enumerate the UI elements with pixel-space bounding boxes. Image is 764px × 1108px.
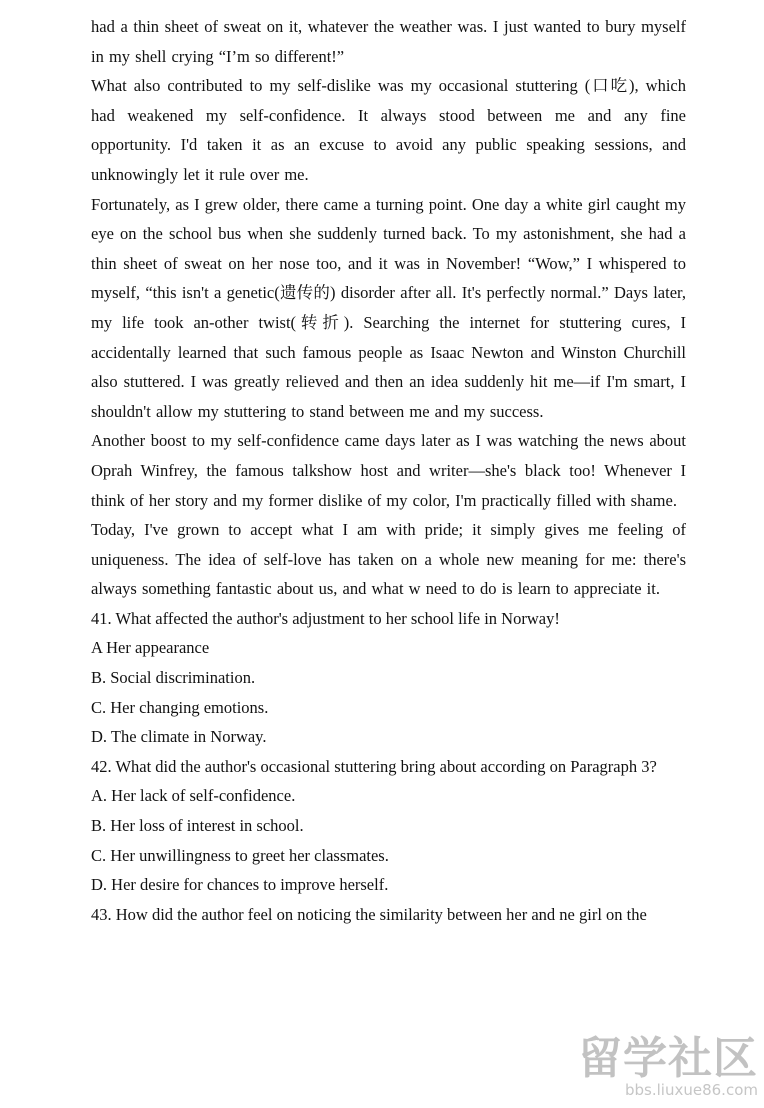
question-43-stem: 43. How did the author feel on noticing the similarity between her and ne girl on the [91, 904, 647, 924]
passage-paragraph: Today, I've grown to accept what I am with pride; it simply gives me feeling of uniqueness. The idea of self-love has taken on a whole new meaning for me: there's always something fantastic about us, and what w need to do is learn to appreciate it. [91, 520, 686, 599]
question-41-option-d: D. The climate in Norway. [91, 727, 267, 747]
question-41-option-b: B. Social discrimination. [91, 668, 256, 688]
question-41-stem: 41. What affected the author's adjustment to her school life in Norway! [91, 608, 560, 628]
passage-paragraph: Another boost to my self-confidence came days later as I was watching the news about Oprah Winfrey, the famous talkshow host and writer—she's black too! Whenever I think of her story and my former dislike of my color, I'm practically filled with shame. [91, 431, 686, 510]
question-42-option-b: B. Her loss of interest in school. [91, 816, 304, 836]
question-42-stem: 42. What did the author's occasional stuttering bring about according on Paragraph 3? [91, 756, 657, 776]
passage-paragraph: had a thin sheet of sweat on it, whatever the weather was. I just wanted to bury myself in my shell crying “I’m so different!” [91, 17, 686, 66]
question-41-option-a: A Her appearance [91, 638, 210, 658]
question-42-option-d: D. Her desire for chances to improve herself. [91, 875, 389, 895]
watermark-url: bbs.liuxue86.com [625, 1080, 758, 1099]
watermark-logo: 留学社区 [578, 1032, 758, 1084]
watermark [578, 1032, 758, 1101]
question-41-option-c: C. Her changing emotions. [91, 697, 269, 717]
passage-paragraph: What also contributed to my self-dislike was my occasional stuttering (口吃), which had weakened my self-confidence. It always stood between me and any fine opportunity. I'd taken it as an excuse to avoid any public speaking sessions, and unknowingly let it rule over me. [91, 76, 686, 184]
passage-paragraph: Fortunately, as I grew older, there came a turning point. One day a white girl caught my eye on the school bus when she suddenly turned back. To my astonishment, she had a thin sheet of sweat on her nose too, and it was in November! “Wow,” I whispered to myself, “this isn't a genetic(遗传的) disorder after all. It's perfectly normal.” Days later, my life took an-other twist(转折). Searching the internet for stuttering cures, I accidentally learned that such famous people as Isaac Newton and Winston Churchill also stuttered. I was greatly relieved and then an idea suddenly hit me—if I'm smart, I shouldn't allow my stuttering to stand between me and my success. [91, 194, 686, 421]
document-page [91, 12, 686, 929]
question-42-option-a: A. Her lack of self-confidence. [91, 786, 296, 806]
question-42-option-c: C. Her unwillingness to greet her classmates. [91, 845, 389, 865]
